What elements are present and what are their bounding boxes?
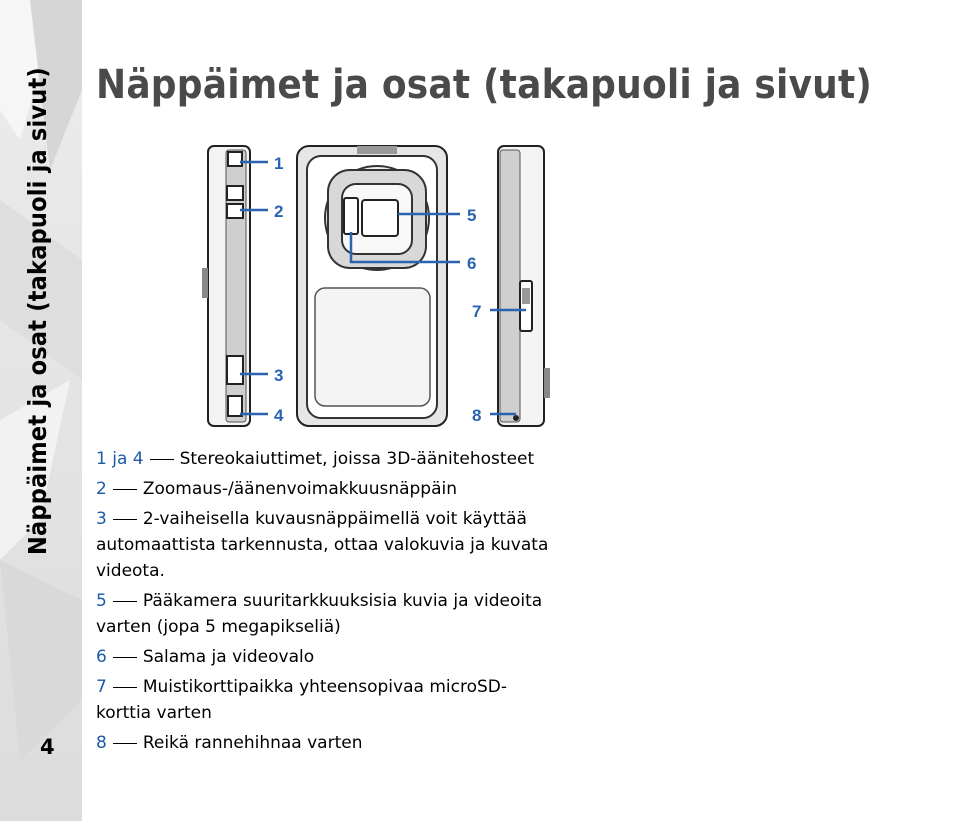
item-number: 3: [96, 509, 107, 529]
parts-list: [96, 446, 561, 760]
item-text: 2-vaiheisella kuvausnäppäimellä voit käyttää automaattista tarkennusta, ottaa valokuvia ja kuvata videota.: [96, 509, 549, 581]
item-text: Zoomaus-/äänenvoimakkuusnäppäin: [142, 479, 458, 499]
sidebar: [0, 0, 82, 821]
phone-figure: [200, 138, 560, 433]
item-text: Salama ja videovalo: [142, 647, 315, 667]
item-text: Muistikorttipaikka yhteensopivaa microSD-korttia varten: [96, 677, 507, 723]
item-text: Reikä rannehihnaa varten: [142, 733, 363, 753]
dash-divider: [113, 601, 137, 602]
dash-divider: [113, 743, 137, 744]
dash-divider: [113, 489, 137, 490]
list-item: [96, 644, 561, 670]
list-item: [96, 588, 561, 640]
callout-7: 7: [472, 302, 482, 321]
dash-divider: [150, 459, 174, 460]
item-text: Stereokaiuttimet, joissa 3D-äänitehosteet: [179, 449, 535, 469]
list-item: [96, 506, 561, 584]
dash-divider: [113, 657, 137, 658]
item-number: 6: [96, 647, 107, 667]
page-title: Näppäimet ja osat (takapuoli ja sivut): [96, 62, 873, 108]
list-item: [96, 674, 561, 726]
item-number: 2: [96, 479, 107, 499]
item-number: 7: [96, 677, 107, 697]
callout-4: 4: [274, 406, 284, 425]
list-item: [96, 476, 561, 502]
item-number: 8: [96, 733, 107, 753]
phone-right-side: [498, 146, 550, 426]
dash-divider: [113, 687, 137, 688]
list-item: [96, 446, 561, 472]
dash-divider: [113, 519, 137, 520]
callout-6: 6: [467, 254, 477, 273]
callout-2: 2: [274, 202, 284, 221]
callout-3: 3: [274, 366, 284, 385]
callout-1: 1: [274, 154, 284, 173]
sidebar-title: Näppäimet ja osat (takapuoli ja sivut): [23, 67, 52, 555]
item-number: 5: [96, 591, 107, 611]
page-number: 4: [40, 735, 55, 759]
phone-left-side: [202, 146, 250, 426]
callout-8: 8: [472, 406, 482, 425]
callout-5: 5: [467, 206, 477, 225]
phone-back: [297, 146, 447, 426]
item-number: 1 ja 4: [96, 449, 144, 469]
item-text: Pääkamera suuritarkkuuksisia kuvia ja videoita varten (jopa 5 megapikseliä): [96, 591, 543, 637]
list-item: [96, 730, 561, 756]
